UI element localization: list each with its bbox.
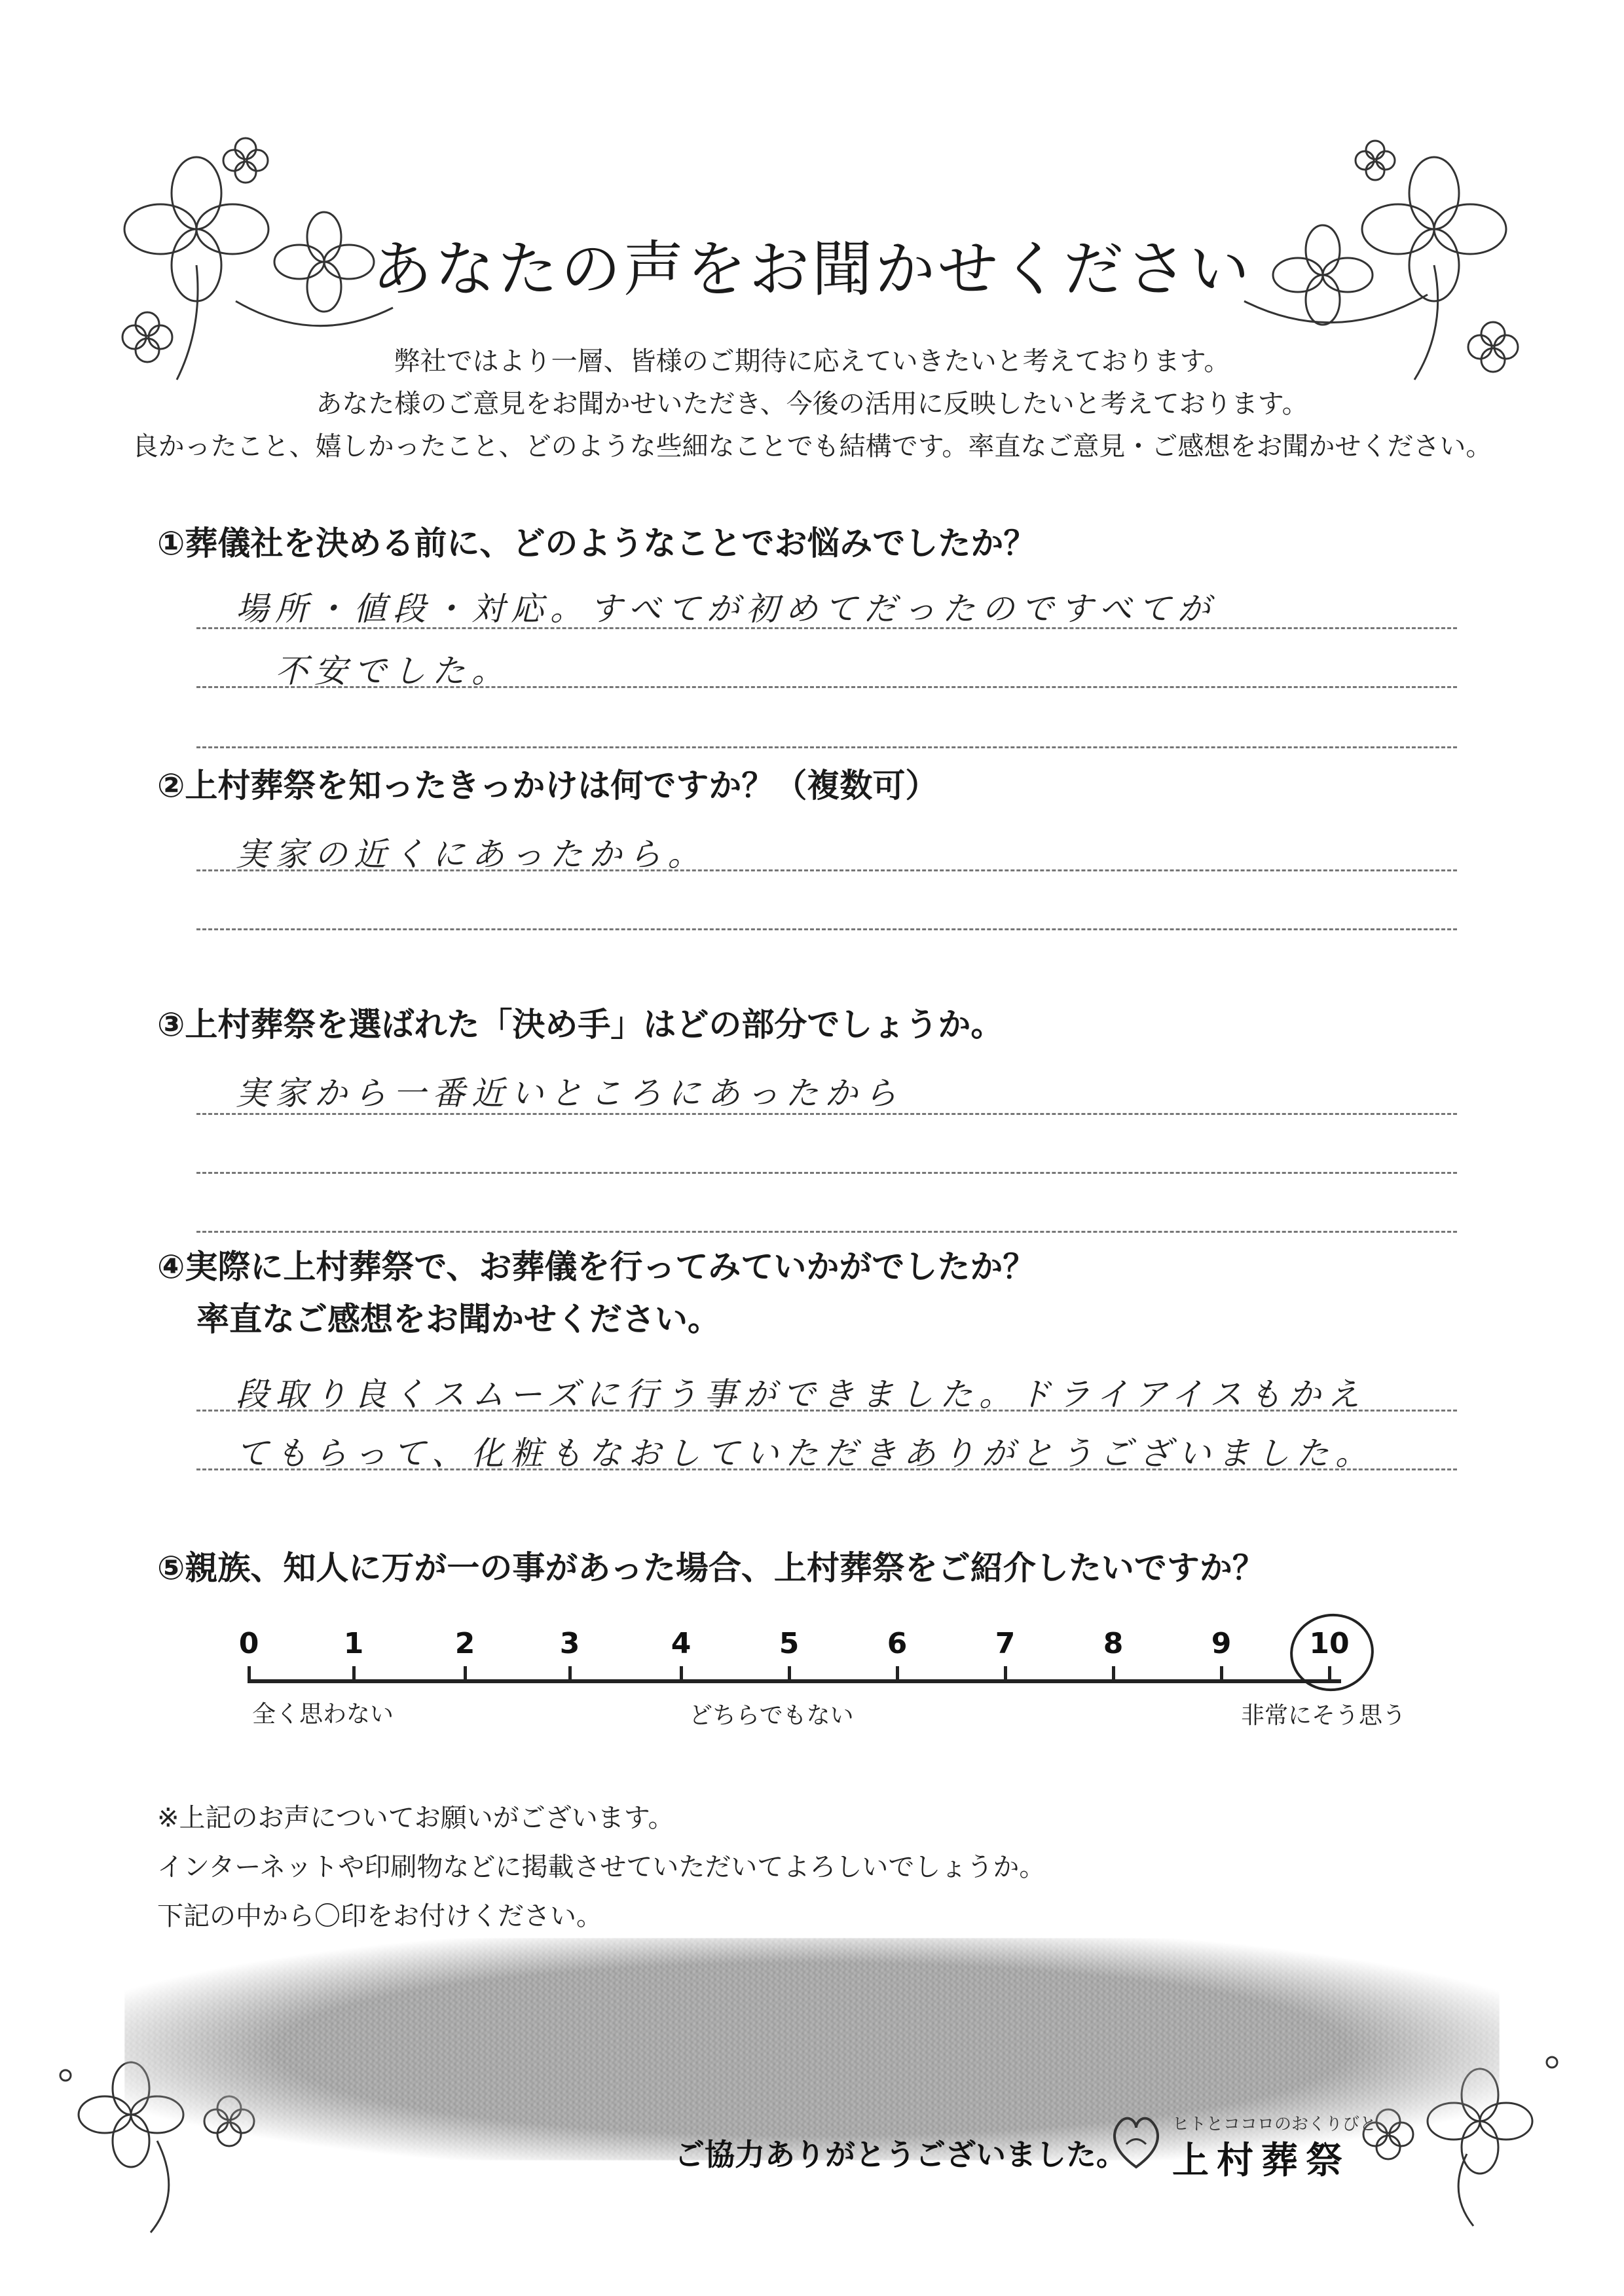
scale-tick-mark	[464, 1666, 467, 1681]
answer-line	[196, 928, 1457, 930]
scale-tick-mark	[788, 1666, 791, 1681]
scale-tick-mark	[896, 1666, 899, 1681]
answer-line	[196, 746, 1457, 748]
question-5: ⑤親族、知人に万が一の事があった場合、上村葬祭をご紹介したいですか？	[157, 1549, 1265, 1587]
scale-tick-label-2: 2	[454, 1627, 475, 1660]
answer-4-line-1: 段取り良くスムーズに行う事ができました。ドライアイスもかえ	[236, 1376, 1367, 1413]
selected-rating-circle	[1284, 1607, 1380, 1698]
answer-4-line-2: てもらって、化粧もなおしていただきありがとうございました。	[236, 1434, 1375, 1472]
brand-tagline: ヒトとココロのおくりびと	[1172, 2115, 1377, 2134]
answer-2-line-1: 実家の近くにあったから。	[236, 835, 707, 873]
answer-line	[196, 627, 1457, 629]
question-1: ①葬儀社を決める前に、どのようなことでお悩みでしたか？	[157, 524, 1037, 562]
note-line-2: インターネットや印刷物などに掲載させていただいてよろしいでしょうか。	[157, 1852, 1046, 1882]
scale-tick-label-10: 10	[1309, 1627, 1350, 1660]
scale-tick-label-7: 7	[995, 1627, 1016, 1660]
scale-tick-label-4: 4	[671, 1627, 692, 1660]
page-title: あなたの声をお聞かせください	[371, 234, 1252, 304]
question-4-line-2: 率直なご感想をお聞かせください。	[196, 1300, 720, 1338]
scale-tick-label-0: 0	[238, 1627, 259, 1660]
scale-tick-mark	[352, 1666, 356, 1681]
scale-label-mid: どちらでもない	[689, 1702, 854, 1729]
scale-tick-label-8: 8	[1103, 1627, 1124, 1660]
scale-tick-label-5: 5	[779, 1627, 800, 1660]
answer-line	[196, 1231, 1457, 1233]
scale-axis-line	[248, 1679, 1341, 1683]
answer-1-line-2: 不安でした。	[275, 652, 511, 690]
scale-tick-label-6: 6	[887, 1627, 908, 1660]
scale-label-high: 非常にそう思う	[1241, 1702, 1407, 1729]
scale-tick-label-9: 9	[1211, 1627, 1232, 1660]
question-3: ③上村葬祭を選ばれた「決め手」はどの部分でしょうか。	[157, 1006, 1004, 1044]
scale-tick-mark	[1220, 1666, 1223, 1681]
scale-tick-mark	[1112, 1666, 1115, 1681]
note-line-3: 下記の中から〇印をお付けください。	[157, 1901, 602, 1931]
answer-line	[196, 869, 1457, 871]
question-4: ④実際に上村葬祭で、お葬儀を行ってみていかがでしたか？	[157, 1248, 1036, 1286]
note-line-1: ※上記のお声についてお願いがございます。	[157, 1803, 674, 1833]
intro-line-1: 弊社ではより一層、皆様のご期待に応えていきたいと考えております。	[394, 346, 1230, 376]
brand-name: 上村葬祭	[1172, 2140, 1350, 2182]
footer-thanks: ご協力ありがとうございました。	[674, 2137, 1126, 2172]
scale-tick-mark	[680, 1666, 683, 1681]
answer-line	[196, 1113, 1457, 1115]
scale-tick-mark	[248, 1666, 251, 1681]
intro-line-3: 良かったこと、嬉しかったこと、どのような些細なことでも結構です。率直なご意見・ご感想をお聞かせください。	[132, 431, 1492, 462]
answer-line	[196, 1468, 1457, 1470]
heart-logo-icon	[1107, 2108, 1166, 2174]
answer-line	[196, 1172, 1457, 1174]
answer-line	[196, 686, 1457, 688]
scale-label-low: 全く思わない	[252, 1701, 394, 1728]
scale-tick-label-1: 1	[343, 1627, 364, 1660]
answer-line	[196, 1410, 1457, 1412]
question-2: ②上村葬祭を知ったきっかけは何ですか？（複数可）	[157, 767, 938, 805]
scale-tick-mark	[1004, 1666, 1007, 1681]
answer-1-line-1: 場所・値段・対応。すべてが初めてだったのですべてが	[236, 590, 1217, 628]
scale-tick-mark	[568, 1666, 572, 1681]
intro-line-2: あなた様のご意見をお聞かせいただき、今後の活用に反映したいと考えております。	[316, 389, 1308, 419]
scale-tick-label-3: 3	[559, 1627, 580, 1660]
answer-3-line-1: 実家から一番近いところにあったから	[236, 1074, 904, 1112]
